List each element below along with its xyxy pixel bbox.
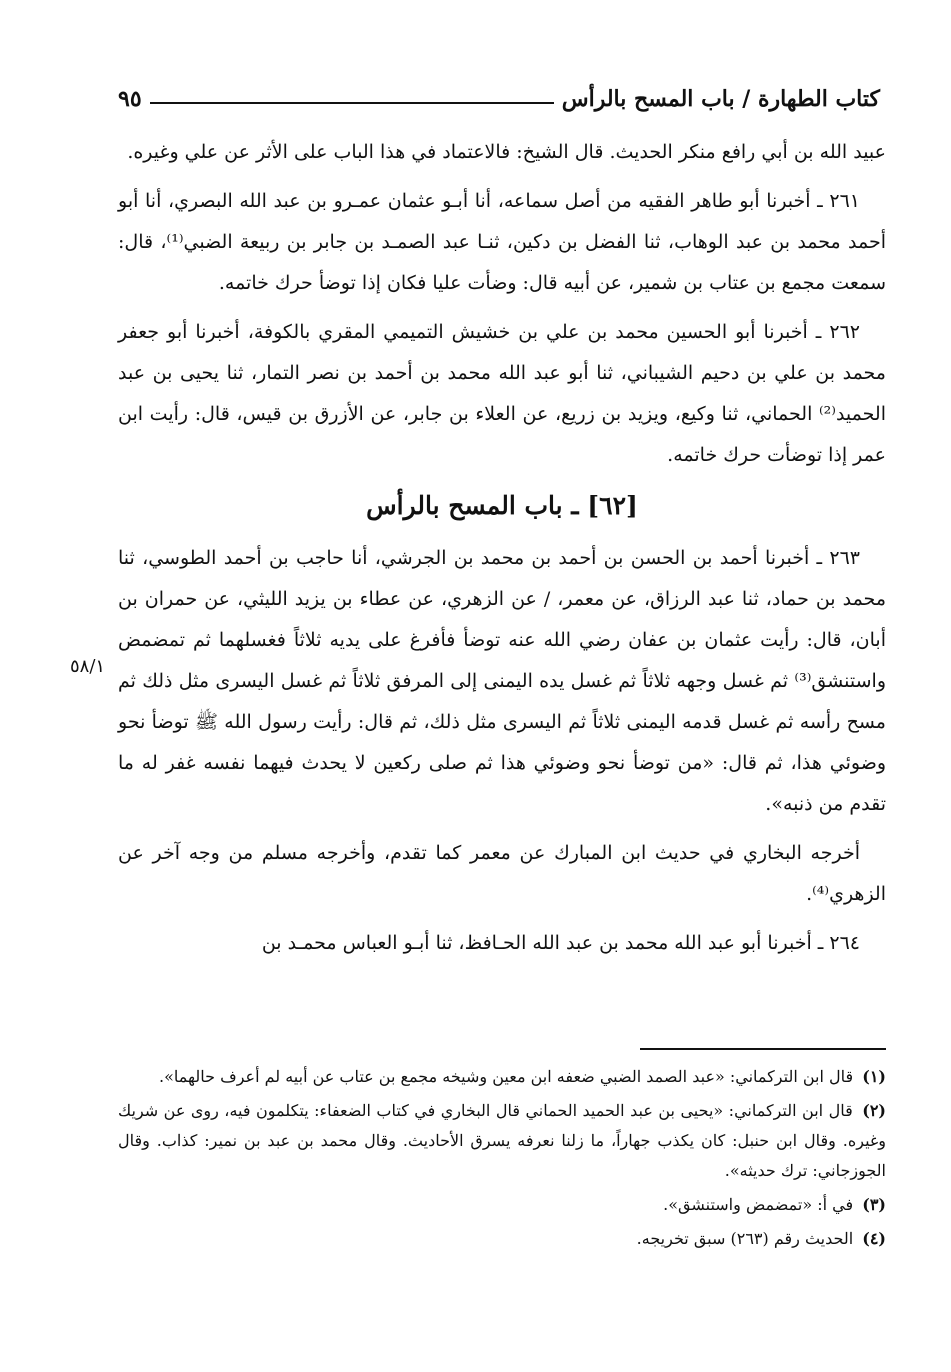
main-text [118, 132, 886, 972]
footnote-text: قال ابن التركماني: «عبد الصمد الضبي ضعفه ابن معين وشيخه مجمع بن عتاب عن أبيه لم أعرف حالهما». [159, 1067, 854, 1086]
page-number: ٩٥ [118, 86, 142, 112]
footnote-rule [640, 1048, 886, 1050]
hadith-264: ٢٦٤ ـ أخبرنا أبو عبد الله محمد بن عبد الله الحـافظ، ثنا أبـو العباس محمـد بن [261, 932, 860, 954]
footnote-number: (١) [862, 1067, 886, 1086]
running-title: كتاب الطهارة / باب المسح بالرأس [561, 86, 880, 112]
footnote-4 [118, 1224, 886, 1254]
section-heading: [٦٢] ـ باب المسح بالرأس [366, 491, 638, 520]
hadith-263: ٢٦٣ ـ أخبرنا أحمد بن الحسن بن أحمد بن محمد بن الجرشي، أنا حاجب بن أحمد الطوسي، ثنا محمد بن حماد، ثنا عبد الرزاق، عن معمر، / عن الزهري، عن عطاء بن يزيد الليثي، عن حمران بن أبان، قال: رأيت عثمان بن عفان رضي الله عنه توضأ فأفرغ على يديه ثلاثاً فغسلهما ثم تمضمض واستنشق⁽³⁾ ثم غسل وجهه ثلاثاً ثم غسل يده اليمنى إلى المرفق ثلاثاً ثم غسل اليسرى مثل ذلك ثم مسح رأسه ثم غسل قدمه اليمنى ثلاثاً ثم اليسرى مثل ذلك، ثم قال: رأيت رسول الله ﷺ توضأ نحو وضوئي هذا، ثم قال: «من توضأ نحو وضوئي هذا ثم صلى ركعين لا يحدث فيهما نفسه غفر له ما تقدم من ذنبه». [118, 547, 886, 815]
footnote-1 [118, 1062, 886, 1092]
page-header [118, 78, 880, 112]
footnote-number: (٤) [862, 1229, 886, 1248]
manuscript-folio-reference: ٥٨/١ [70, 656, 106, 677]
footnote-text: قال ابن التركماني: «يحيى بن عبد الحميد الحماني قال البخاري في كتاب الضعفاء: يتكلمون فيه، روى عن شريك وغيره. وقال ابن حنبل: كان يكذب جهاراً، ما زلنا نعرفه يسرق الأحاديث. وقال محمد بن عبد بن نمير: كذاب. وقال الجوزجاني: ترك حديثه». [118, 1101, 886, 1180]
footnote-3 [118, 1190, 886, 1220]
footnote-text: الحديث رقم (٢٦٣) سبق تخريجه. [636, 1229, 854, 1248]
header-rule [150, 102, 554, 104]
hadith-261: ٢٦١ ـ أخبرنا أبو طاهر الفقيه من أصل سماعه، أنا أبـو عثمان عمـرو بن عبد الله البصري، أنا أبو أحمد محمد بن عبد الوهاب، ثنا الفضل بن دكين، ثنـا عبد الصمـد بن جابر بن ربيعة الضبي⁽¹⁾، قال: سمعت مجمع بن عتاب بن شمير، عن أبيه قال: وضأت عليا فكان إذا توضأ حرك خاتمه. [118, 190, 887, 294]
footnote-number: (٣) [862, 1195, 886, 1214]
takhrij-paragraph: أخرجه البخاري في حديث ابن المبارك عن معمر كما تقدم، وأخرجه مسلم من وجه آخر عن الزهري⁽⁴⁾. [118, 842, 886, 905]
footnote-text: في أ: «تمضمض واستنشق». [663, 1195, 854, 1214]
paragraph-intro: عبيد الله بن أبي رافع منكر الحديث. قال الشيخ: فالاعتماد في هذا الباب على الأثر عن علي وغيره. [127, 141, 886, 163]
footnote-number: (٢) [862, 1101, 886, 1120]
footnote-2 [118, 1096, 886, 1186]
footnotes [118, 1062, 886, 1258]
hadith-262: ٢٦٢ ـ أخبرنا أبو الحسين محمد بن علي بن خشيش التميمي المقري بالكوفة، أخبرنا أبو جعفر محمد بن علي بن دحيم الشيباني، ثنا أبو عبد الله محمد بن أحمد بن نصر التمار، ثنا يحيى بن عبد الحميد⁽²⁾ الحماني، ثنا وكيع، ويزيد بن زريع، عن العلاء بن جابر، عن الأزرق بن قيس، قال: رأيت ابن عمر إذا توضأت حرك خاتمه. [118, 321, 886, 466]
